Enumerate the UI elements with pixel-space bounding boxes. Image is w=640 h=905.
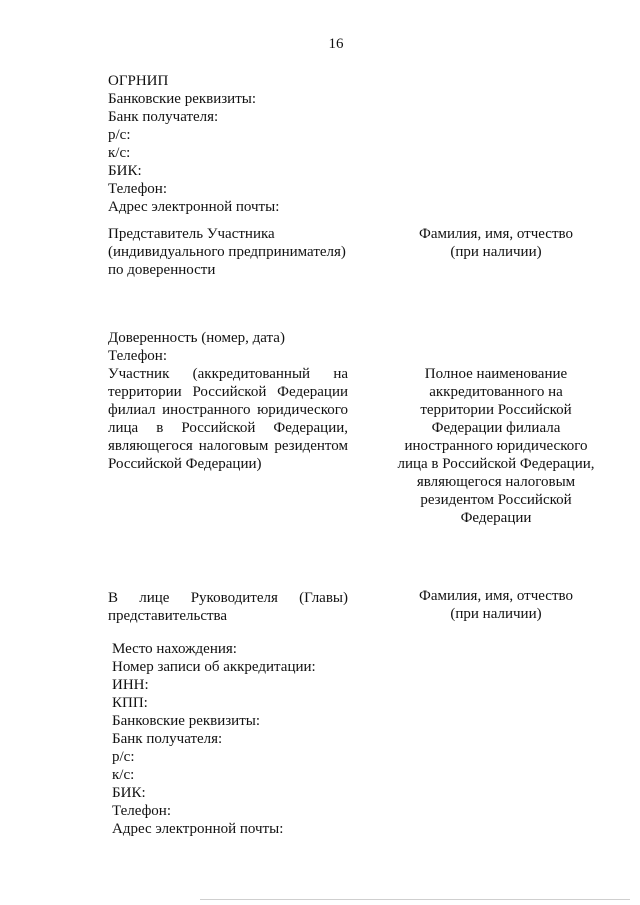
branch-name-line: резидентом Российской [420,492,572,508]
participant-line: Российской Федерации) [108,456,262,472]
recipient-bank-label: Банк получателя: [108,109,219,125]
branch-name-line: Полное наименование [424,366,568,382]
representative-line: по доверенности [108,262,216,278]
correspondent-account-label: к/с: [108,145,131,161]
bank-details-label: Банковские реквизиты: [112,713,261,729]
if-available-label: (при наличии) [450,244,542,260]
word: филиал [108,402,156,418]
branch-name-line: территории Российской [420,402,572,418]
settlement-account-label: р/с: [108,127,131,143]
word: лица [108,420,139,436]
word: Российской [181,420,256,436]
word: Федерации [277,384,348,400]
phone-label: Телефон: [108,181,167,197]
phone-label: Телефон: [108,348,167,364]
participant-line [108,419,348,437]
email-label: Адрес электронной почты: [108,199,280,215]
word: налоговым [198,438,269,454]
branch-name-line: Федерации филиала [431,420,561,436]
recipient-bank-label: Банк получателя: [112,731,223,747]
accreditation-record-label: Номер записи об аккредитации: [112,659,316,675]
email-label: Адрес электронной почты: [112,821,284,837]
full-name-label: Фамилия, имя, отчество [419,226,573,242]
page-number: 16 [328,36,344,52]
power-of-attorney-details [108,329,285,365]
if-available-label: (при наличии) [450,606,542,622]
correspondent-account-label: к/с: [112,767,135,783]
branch-name-line: являющегося налоговым [416,474,576,490]
head-line: представительства [108,608,228,624]
word: являющегося [108,438,193,454]
branch-name-line: Федерации [460,510,532,526]
word: в [156,420,164,436]
location-label: Место нахождения: [112,641,237,657]
participant-caption [108,365,348,473]
head-name-caption [400,587,592,623]
word: Федерации, [273,420,349,436]
scan-edge-line [200,899,630,900]
bik-label: БИК: [112,785,146,801]
bank-details-label: Банковские реквизиты: [108,91,257,107]
word: Участник [108,366,170,382]
word: (аккредитованный [192,366,311,382]
branch-details [112,640,316,838]
bik-label: БИК: [108,163,142,179]
branch-name-line: иностранного юридического [404,438,588,454]
word: территории [108,384,182,400]
word: (Главы) [299,590,348,606]
word: юридического [257,402,348,418]
branch-name-line: аккредитованного на [429,384,563,400]
head-line [108,589,348,607]
representative-name-caption [400,225,592,261]
word: лице [139,590,170,606]
kpp-label: КПП: [112,695,148,711]
word: Российской [192,384,267,400]
inn-label: ИНН: [112,677,149,693]
entrepreneur-details [108,72,279,216]
branch-name-line: лица в Российской Федерации, [397,456,595,472]
word: иностранного [162,402,251,418]
participant-line [108,401,348,419]
ogrnip-label: ОГРНИП [108,73,169,89]
branch-name-caption [386,365,606,527]
power-of-attorney-label: Доверенность (номер, дата) [108,330,285,346]
word: В [108,590,119,606]
representative-line: (индивидуального предпринимателя) [108,244,346,260]
settlement-account-label: р/с: [112,749,135,765]
head-caption [108,589,348,625]
word: резидентом [274,438,348,454]
word: Руководителя [190,590,278,606]
word: на [333,366,348,382]
participant-line [108,383,348,401]
representative-line: Представитель Участника [108,226,275,242]
participant-line [108,365,348,383]
participant-line [108,437,348,455]
full-name-label: Фамилия, имя, отчество [419,588,573,604]
phone-label: Телефон: [112,803,171,819]
representative-caption [108,225,346,279]
